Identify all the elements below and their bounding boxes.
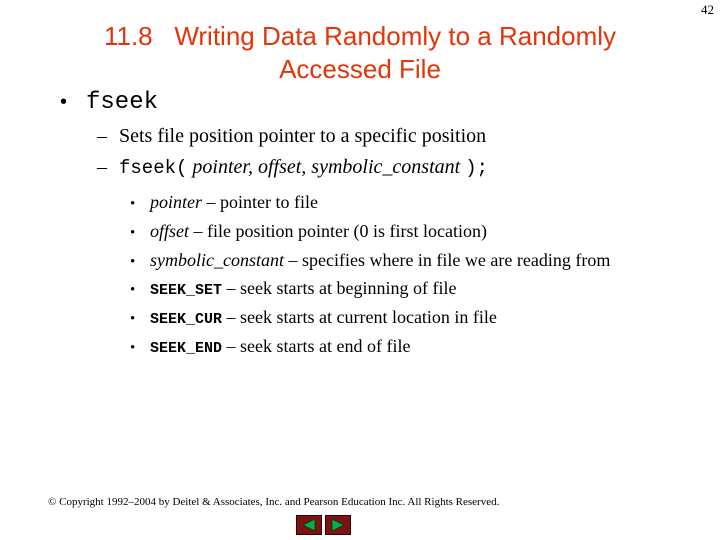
- main-bullet-item: [60, 88, 158, 116]
- sub-item-code: SEEK_END: [150, 339, 223, 357]
- list-item: [130, 189, 610, 218]
- bullet-icon: •: [130, 282, 136, 299]
- bullet-icon: •: [130, 311, 136, 328]
- syntax-args: pointer, offset, symbolic_constant: [192, 156, 461, 178]
- dash-item-syntax: [97, 156, 488, 179]
- bullet-icon: •: [60, 91, 68, 113]
- sub-item-code: SEEK_CUR: [150, 311, 223, 329]
- copyright-notice: © Copyright 1992–2004 by Deitel & Associates, Inc. and Pearson Education Inc. All Rights Reserved.: [48, 496, 500, 508]
- list-item: [130, 247, 610, 276]
- bullet-icon: •: [130, 339, 136, 356]
- bullet-icon: •: [130, 196, 136, 212]
- triangle-left-icon: [301, 518, 317, 532]
- sub-item-desc: – pointer to file: [202, 192, 318, 212]
- page-number: 42: [701, 2, 714, 17]
- sub-item-desc: – specifies where in file we are reading from: [283, 249, 611, 270]
- slide-navigation: [296, 515, 351, 535]
- list-item: [130, 218, 610, 247]
- sub-item-desc: – seek starts at beginning of file: [222, 278, 457, 299]
- triangle-right-icon: [330, 518, 346, 532]
- sub-item-term: offset: [150, 220, 189, 241]
- sub-item-term: pointer: [150, 192, 202, 212]
- previous-slide-button[interactable]: [296, 515, 322, 535]
- dash-icon: –: [97, 125, 107, 147]
- syntax-code-start: fseek(: [119, 157, 188, 179]
- sub-item-desc: – file position pointer (0 is first location): [189, 220, 487, 241]
- next-slide-button[interactable]: [325, 515, 351, 535]
- bullet-icon: •: [130, 224, 136, 241]
- bullet-icon: •: [130, 253, 136, 270]
- sub-bullet-list: [130, 189, 610, 362]
- list-item: [130, 333, 610, 362]
- sub-item-desc: – seek starts at end of file: [222, 335, 411, 356]
- syntax-code-end: );: [465, 157, 488, 179]
- sub-item-desc: – seek starts at current location in file: [222, 307, 497, 328]
- main-bullet-code: fseek: [86, 89, 159, 116]
- dash-icon: –: [97, 156, 107, 178]
- slide-title-line-2: Accessed File: [279, 54, 441, 84]
- list-item: [130, 304, 610, 333]
- dash-item-description: [97, 125, 486, 148]
- slide-title-line-1: 11.8 Writing Data Randomly to a Randomly: [103, 21, 617, 51]
- list-item: [130, 275, 610, 304]
- sub-item-code: SEEK_SET: [150, 282, 223, 300]
- dash-item-text: Sets file position pointer to a specific position: [119, 125, 487, 147]
- slide-title: [40, 20, 680, 86]
- sub-item-term: symbolic_constant: [150, 249, 284, 270]
